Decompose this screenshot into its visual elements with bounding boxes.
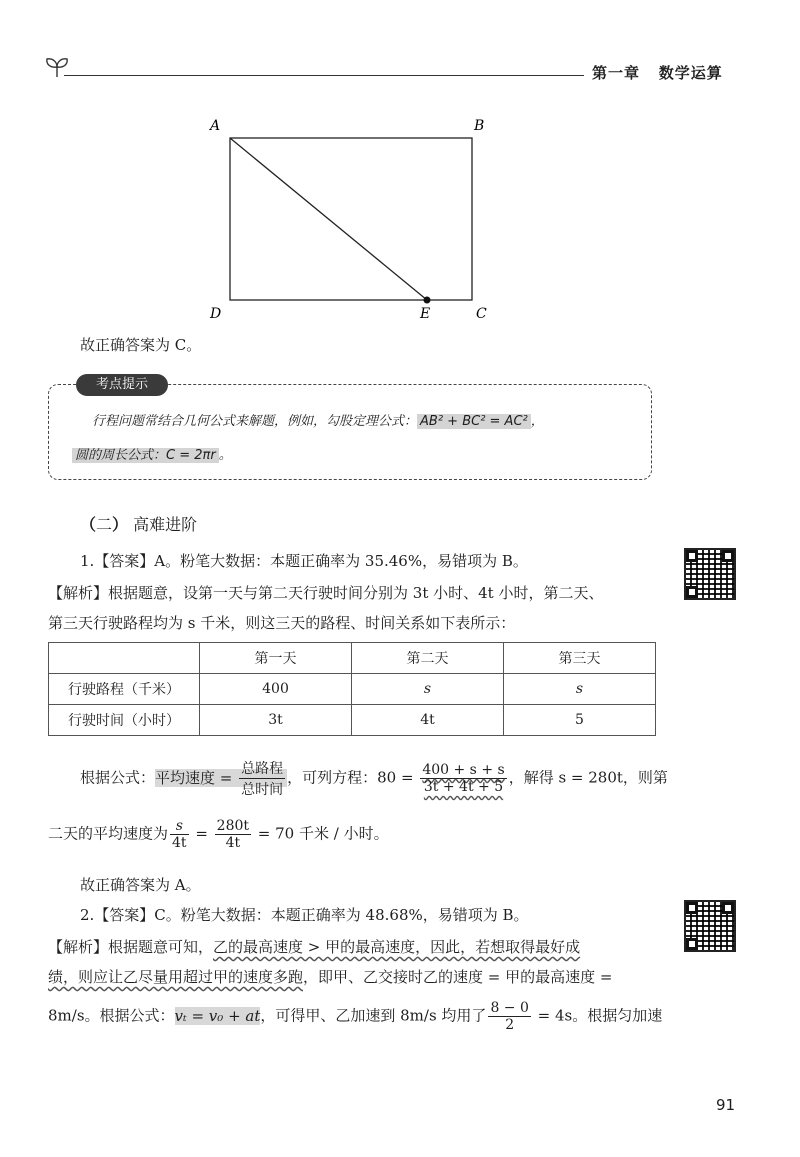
label-c: C (476, 306, 487, 322)
rectangle-abcd (230, 138, 472, 300)
table-header-cell: 第一天 (200, 643, 352, 674)
chapter-label: 第一章 (592, 64, 641, 82)
table-row (49, 674, 656, 705)
table-cell: 400 (200, 674, 352, 705)
section-label: 数学运算 (658, 64, 723, 82)
label-b: B (474, 118, 485, 134)
header-rule (64, 75, 584, 76)
table-cell: 5 (504, 705, 656, 736)
table-header-row (49, 643, 656, 674)
label-d: D (210, 306, 222, 322)
q1-analysis-2: 第三天行驶路程均为 s 千米，则这三天的路程、时间关系如下表所示： (48, 614, 516, 632)
circle-formula: 圆的周长公式：C = 2πr (72, 448, 219, 463)
label-a: A (210, 118, 221, 134)
q2-answer: 2.【答案】C。粉笔大数据：本题正确率为 48.68%，易错项为 B。 (80, 906, 529, 924)
q1-formula-line: 根据公式：平均速度 = $\frac{\text{总路程}}{\text{总时间}}$ ，可列方程：80 = $\frac{400 + s + s}{3t + 4t + 5}$ ，解得 s = 280t，则第 (80, 758, 668, 799)
avg-speed-formula: 平均速度 = $\frac{\text{总路程}}{\text{总时间}}$ (155, 769, 287, 787)
qr-code-1[interactable] (684, 548, 736, 600)
table-row-header: 行驶路程（千米） (49, 674, 200, 705)
velocity-formula: vₜ = v₀ + at (174, 1006, 261, 1025)
geometry-figure (190, 110, 500, 325)
q1-answer: 1.【答案】A。粉笔大数据：本题正确率为 35.46%，易错项为 B。 (80, 552, 528, 570)
conclusion-1: 故正确答案为 C。 (80, 336, 202, 354)
tip-label: 考点提示 (76, 374, 168, 396)
qr-code-2[interactable] (684, 900, 736, 952)
page-number: 91 (716, 1096, 736, 1114)
table-cell: 4t (352, 705, 504, 736)
q1-speed-line: 二天的平均速度为 $\frac{s}{4t}$ = $\frac{280t}{4t}$ = 70 千米 / 小时。 (48, 818, 389, 851)
distance-time-table (48, 642, 656, 736)
tip-box (48, 384, 652, 480)
table-cell: s (352, 674, 504, 705)
q2-analysis-3: 8m/s。根据公式：vₜ = v₀ + at，可得甲、乙加速到 8m/s 均用了 $\frac{8 - 0}{2}$ = 4s。根据匀加速 (48, 1000, 663, 1033)
section-title: （二） 高难进阶 (80, 515, 198, 534)
q2-analysis-2: 绩，则应让乙尽量用超过甲的速度多跑，即甲、乙交接时乙的速度 = 甲的最高速度 = (48, 968, 613, 986)
section-title-text: 高难进阶 (133, 515, 198, 534)
diagonal-ae (230, 138, 427, 300)
table-cell: s (504, 674, 656, 705)
header-title (592, 62, 723, 83)
point-e (424, 297, 431, 304)
table-header-cell: 第二天 (352, 643, 504, 674)
q1-conclusion: 故正确答案为 A。 (80, 876, 201, 894)
table-row (49, 705, 656, 736)
table-cell: 3t (200, 705, 352, 736)
table-header-cell: 第三天 (504, 643, 656, 674)
tip-line-2: 圆的周长公式：C = 2πr 。 (72, 444, 232, 463)
pythagorean-formula: AB² + BC² = AC² (417, 414, 531, 429)
q1-analysis-1: 【解析】根据题意，设第一天与第二天行驶时间分别为 3t 小时、4t 小时，第二天、 (48, 584, 604, 602)
equation-fraction: $\frac{400 + s + s}{3t + 4t + 5}$ (422, 762, 505, 795)
q2-analysis-1: 【解析】根据题意可知，乙的最高速度 > 甲的最高速度，因此，若想取得最好成 (48, 938, 581, 956)
tip-line-1: 行程问题常结合几何公式来解题，例如，勾股定理公式： AB² + BC² = AC² ， (92, 414, 544, 429)
label-e: E (420, 306, 431, 322)
table-row-header: 行驶时间（小时） (49, 705, 200, 736)
